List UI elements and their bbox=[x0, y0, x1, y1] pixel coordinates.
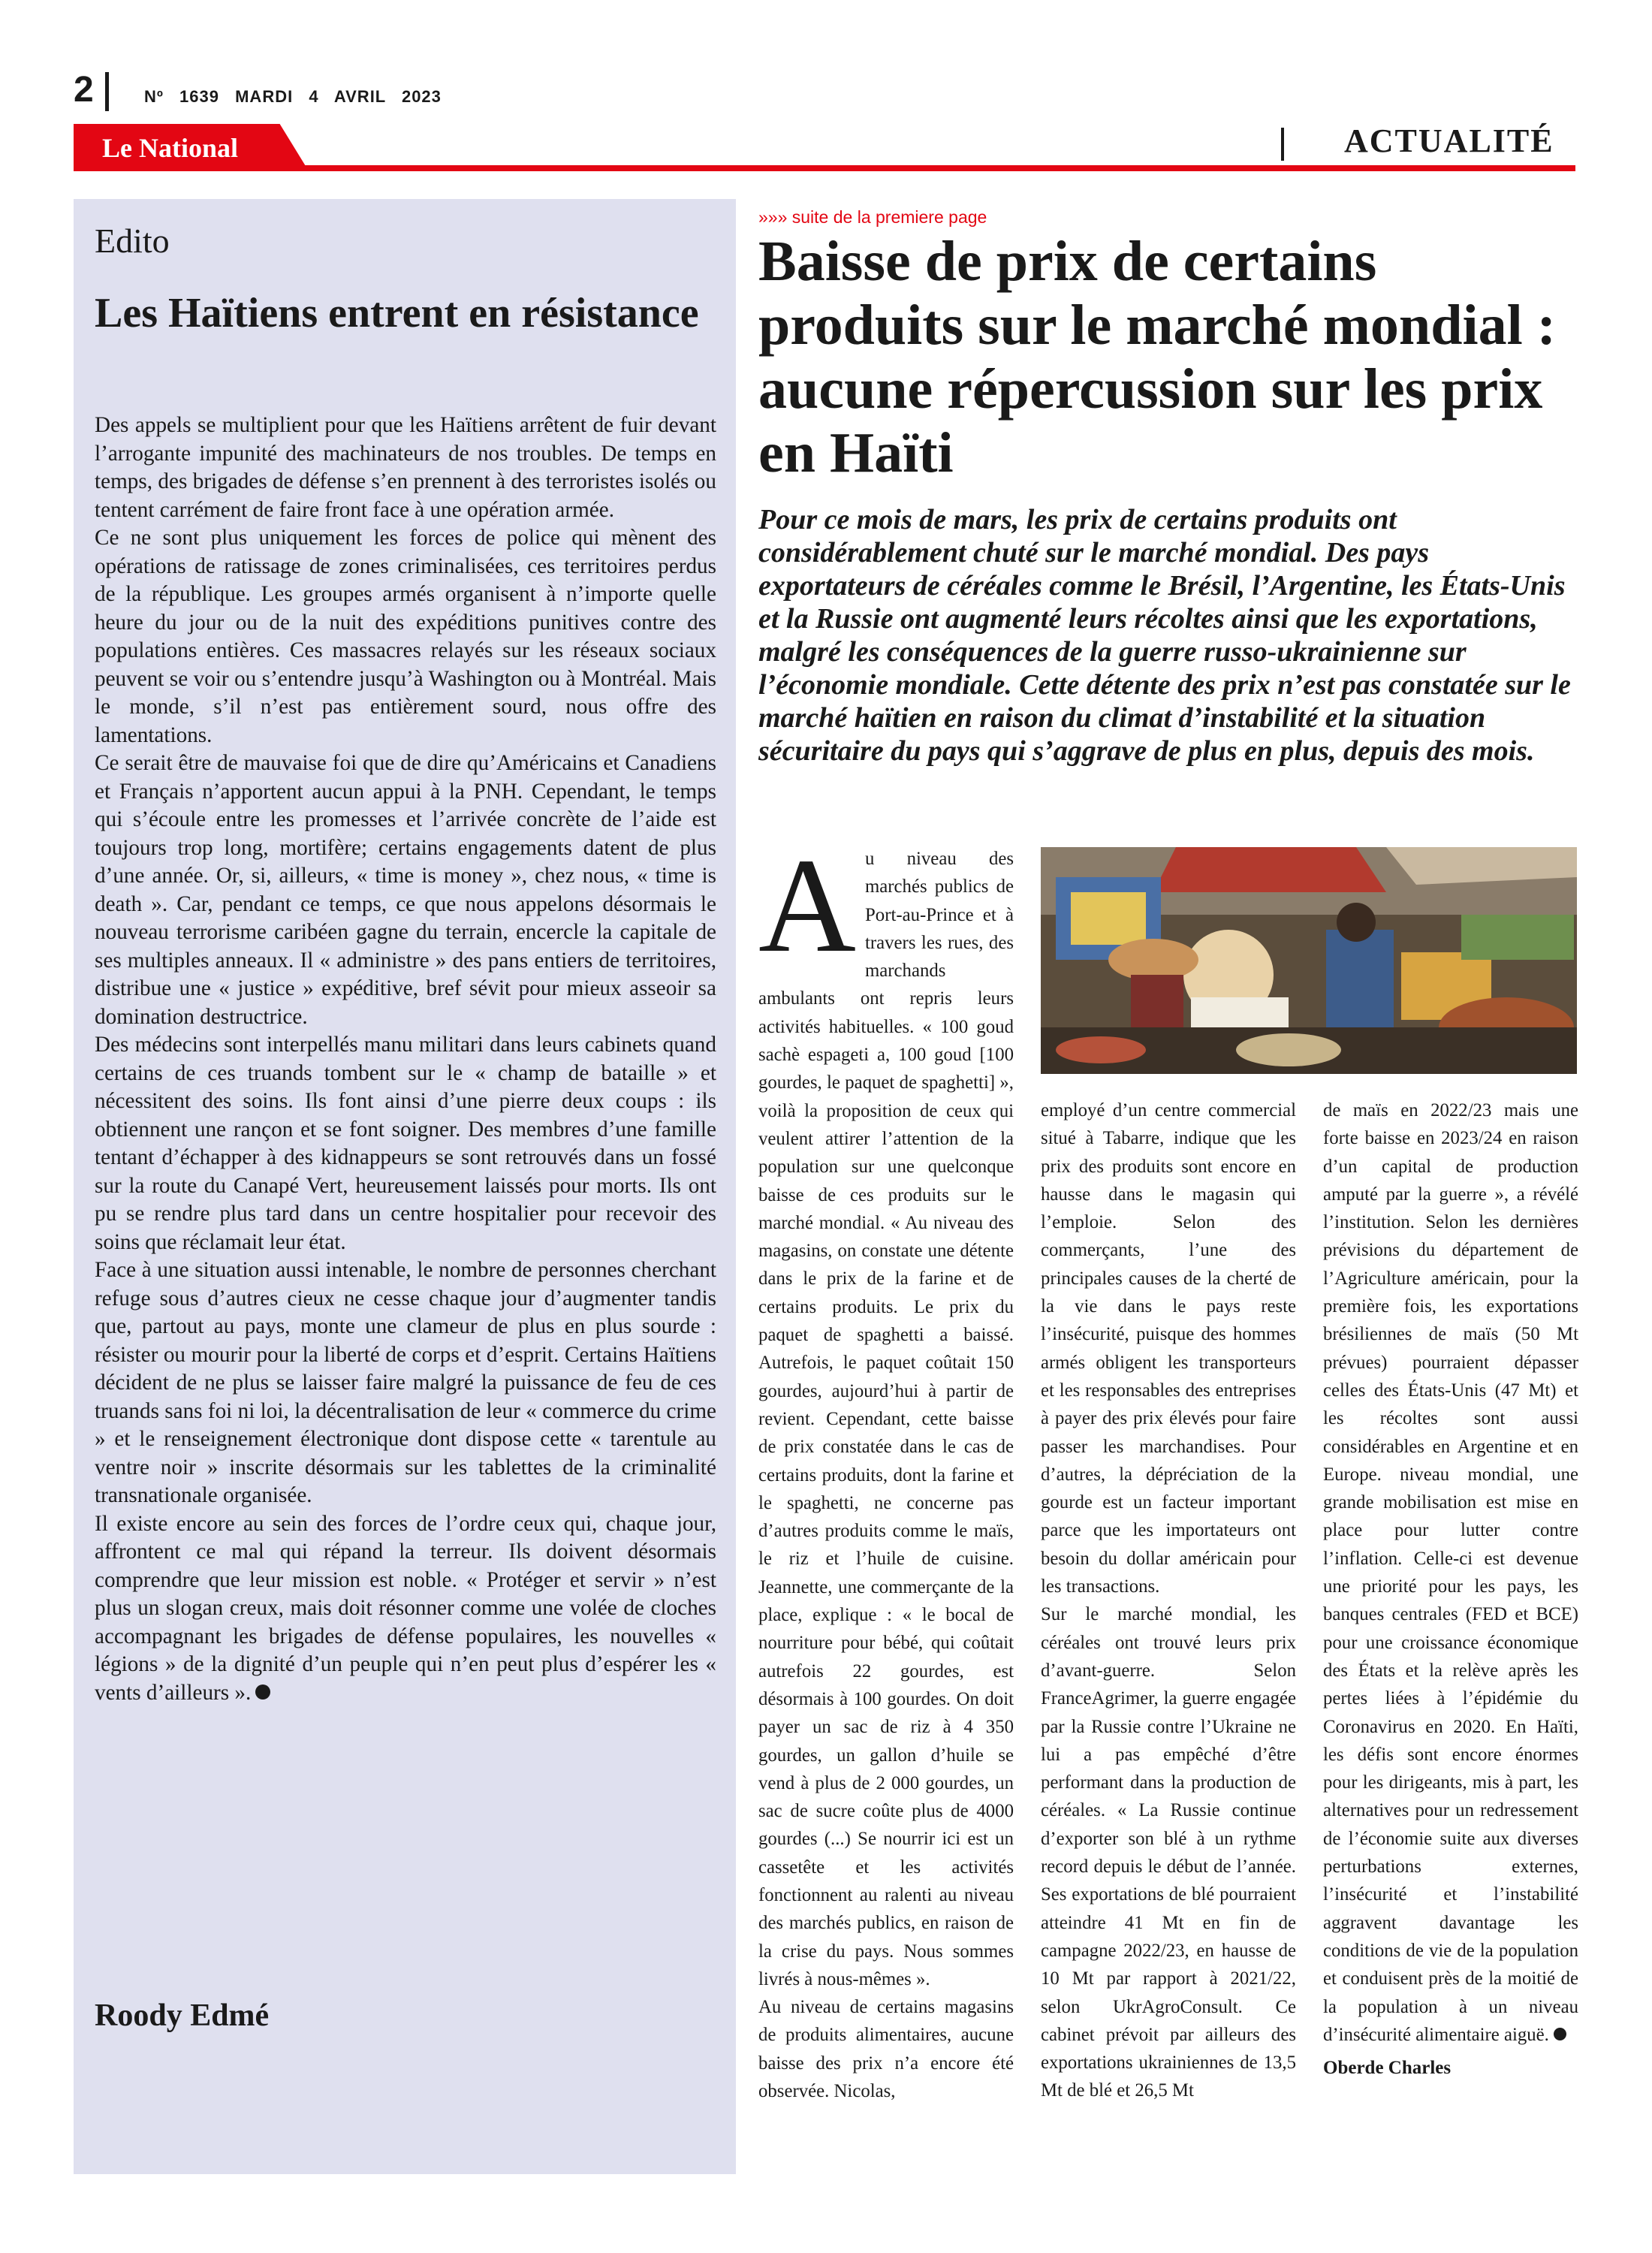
edito-paragraph-text: Il existe encore au sein des forces de l’ordre ceux qui, chaque jour, affrontent ce mal qui répand la terreur. Ils doivent désormais comprendre que leur mission est noble. « Protéger et servir » n’est plus un slogan creux, mais doit résonner comme une volée de cloches accompagnant les brigades de défense populaires, les nouvelles « légions » de la dignité d’un peuple qui n’en peut plus d’espérer les « vents d’ailleurs ». bbox=[95, 1511, 716, 1705]
issue-line bbox=[144, 87, 442, 107]
issue-date: 4 AVRIL 2023 bbox=[309, 87, 442, 106]
edito-paragraph: Des appels se multiplient pour que les Haïtiens arrêtent de fuir devant l’arrogante impunité des machinateurs de nos troubles. De temps en temps, des brigades de défense s’en prennent à des terroristes isolés ou tentent carrément de faire front face à une opération armée. bbox=[95, 413, 716, 522]
article-paragraph: Sur le marché mondial, les céréales ont trouvé leurs prix d’avant-guerre. Selon FranceAgrimer, la guerre engagée par la Russie contre l’Ukraine ne lui a pas empêché d’être performant dans la production de céréales. « La Russie continue d’exporter son blé à un rythme record depuis le début de l’année. Ses exportations de blé pourraient atteindre 41 Mt en fin de campagne 2022/23, en hausse de 10 Mt par rapport à 2021/22, selon UkrAgroConsult. Ce cabinet prévoit par ailleurs des exportations ukrainiennes de 13,5 Mt de blé et 26,5 Mt bbox=[1041, 1604, 1296, 2101]
edito-kicker: Edito bbox=[95, 222, 170, 260]
article-author: Oberde Charles bbox=[1323, 2058, 1452, 2079]
drop-cap: A bbox=[758, 831, 856, 980]
brand-logo: Le National bbox=[102, 133, 239, 163]
article-column-2 bbox=[1041, 1096, 1296, 2105]
article-paragraph: u niveau des marchés publics de Port-au-Prince et à travers les rues, des marchands ambulants ont repris leurs activités habituelles. « 100 goud sachè espageti a, 100 goud [100 gourdes, le paquet de spaghetti] », voilà la proposition de ceux qui veulent attirer l’attention de la population sur une quelconque baisse de ces produits sur le marché mondial. « Au niveau des magasins, on constate une détente dans le prix de la farine et de certains produits. Le prix du paquet de spaghetti a baissé. Autrefois, le paquet coûtait 150 gourdes, aujourd’hui à partir de revient. Cependant, cette baisse de prix constatée dans le cas de certains produits, dont la farine et le spaghetti, ne concerne pas d’autres produits comme le maïs, le riz et l’huile de cuisine. Jeannette, une commerçante de la place, explique : « le bocal de nourriture pour bébé, qui coûtait autrefois 22 gourdes, est désormais à 100 gourdes. On doit payer un sac de riz à 4 350 gourdes, un gallon d’huile se vend à plus de 2 000 gourdes, un sac de sucre coûte plus de 4000 gourdes (...) Se nourrir ici est un cassetête et les activités fonctionnent au ralenti au niveau des marchés publics, en raison de la crise du pays. Nous sommes livrés à nous-mêmes ». bbox=[758, 849, 1014, 1989]
edito-paragraph: Face à une situation aussi intenable, le nombre de personnes cherchant refuge sous d’autres cieux ne cesse chaque jour d’augmenter tandis que, partout au pays, monte une clameur de plus en plus sourde : résister ou mourir pour la liberté de corps et d’esprit. Certains Haïtiens décident de ne plus se laisser faire malgré la puissance de feu de ces truands sans foi ni loi, la décentralisation de leur « commerce du crime » et le renseignement électronique dont dispose cette « tarentule au ventre noir » inscrite désormais sur les tablettes de la criminalité transnationale organisée. bbox=[95, 1258, 716, 1507]
market-photo bbox=[1041, 847, 1577, 1074]
end-mark-icon bbox=[1554, 2028, 1566, 2040]
edito-paragraph-last bbox=[95, 1510, 716, 1708]
article-paragraph: employé d’un centre commercial situé à Tabarre, indique que les prix des produits sont encore en hausse dans le magasin qui l’emploie. Selon des commerçants, l’une des principales causes de la cherté de la vie dans le pays reste l’insécurité, puisque des hommes armés obligent les transporteurs et les responsables des entreprises à payer des prix élevés pour faire passer les marchandises. Pour d’autres, la dépréciation de la gourde est un facteur important parce que les importateurs ont besoin du dollar américain pour les transactions. bbox=[1041, 1100, 1296, 1597]
end-mark-icon bbox=[255, 1684, 270, 1700]
issue-weekday: MARDI bbox=[235, 87, 294, 106]
edito-author: Roody Edmé bbox=[95, 1998, 270, 2033]
edito-paragraph: Ce ne sont plus uniquement les forces de police qui mènent des opérations de ratissage de zones criminalisées, ces territoires perdus de la république. Les groupes armés organisent à n’importe quelle heure du jour ou de la nuit des expéditions punitives contre des populations entières. Ces massacres relayés sur les réseaux sociaux peuvent se voir ou s’entendre jusqu’à Washington ou à Montréal. Mais le monde, s’il n’est pas entièrement sourd, nous offre des lamentations. bbox=[95, 526, 716, 747]
section-label: ACTUALITÉ bbox=[1344, 122, 1554, 159]
edito-paragraph: Des médecins sont interpellés manu militari dans leurs cabinets quand certains de ces truands tombent sur le « champ de bataille » et nécessitent des soins. Ils font ainsi d’une pierre deux coups : ils obtiennent une rançon et se font soigner. Des membres d’une famille tentant d’échapper à des kidnappeurs se sont retrouvés dans un fossé sur la route du Canapé Vert, heureusement laissés pour morts. Ils ont pu se rendre plus tard dans un centre hospitalier pour recevoir des soins que réclamait leur état. bbox=[95, 1033, 716, 1254]
edito-paragraph: Ce serait être de mauvaise foi que de dire qu’Américains et Canadiens et Français n’apportent aucun appui à la PNH. Cependant, le temps qui s’écoule entre les promesses et l’arrivée concrète de l’aide est toujours trop long, mortifère; certains engagements datent de plus d’une année. Or, si, ailleurs, « time is money », chez nous, « time is death ». Car, pendant ce temps, ce que nous appelons désormais le nouveau terrorisme caribéen gagne du terrain, encercle la capitale de ses multiples anneaux. Il « administre » des pans entiers de territoires, distribue une « justice » expéditive, bref sévit pour mieux asseoir sa domination destructrice. bbox=[95, 751, 716, 1029]
article-column-1 bbox=[758, 831, 1014, 2105]
article-paragraph-text: de maïs en 2022/23 mais une forte baisse en 2023/24 en raison d’un capital de production amputé par la guerre », a révélé l’institution. Selon les dernières prévisions du département de l’Agriculture américain, pour la première fois, les exportations brésiliennes de maïs (50 Mt prévues) pourraient dépasser celles des États-Unis (47 Mt) et les récoltes sont aussi considérables en Argentine et en Europe. niveau mondial, une grande mobilisation est mise en place pour lutter contre l’inflation. Celle-ci est devenue une priorité pour les pays, les banques centrales (FED et BCE) pour une croissance économique des États et la relève après les pertes liées à l’épidémie du Coronavirus en 2020. En Haïti, les défis sont encore énormes pour les dirigeants, mis à part, les alternatives pour un redressement de l’économie suite aux diverses perturbations externes, l’insécurité et l’instabilité aggravent davantage les conditions de vie de la population et conduisent près de la moitié de la population à un niveau d’insécurité alimentaire aiguë. bbox=[1323, 1100, 1578, 2045]
section-divider bbox=[1281, 128, 1284, 161]
continued-from-front-link[interactable]: »»» suite de la premiere page bbox=[758, 207, 987, 227]
article-headline: Baisse de prix de certains produits sur le marché mondial : aucune répercussion sur les prix en Haïti bbox=[758, 230, 1556, 484]
edito-body bbox=[95, 412, 716, 1707]
edito-title: Les Haïtiens entrent en résistance bbox=[95, 290, 699, 336]
page-number: 2 bbox=[74, 70, 94, 110]
market-photo-image bbox=[1041, 847, 1577, 1074]
article-column-3 bbox=[1323, 1096, 1578, 2079]
page-number-divider bbox=[105, 72, 109, 111]
article-paragraph-last bbox=[1323, 1096, 1578, 2049]
article-lede: Pour ce mois de mars, les prix de certains produits ont considérablement chuté sur le marché mondial. Des pays exportateurs de céréales comme le Brésil, l’Argentine, les États-Unis et la Russie ont augmenté leurs récoltes ainsi que les exportations, malgré les conséquences de la guerre russo-ukrainienne sur l’économie mondiale. Cette détente des prix n’est pas constatée sur le marché haïtien en raison du climat d’instabilité et la situation sécuritaire du pays qui s’aggrave de plus en plus, depuis des mois. bbox=[758, 504, 1571, 767]
issue-number: Nº 1639 bbox=[144, 87, 219, 106]
article-paragraph: Au niveau de certains magasins de produits alimentaires, aucune baisse des prix n’a encore été observée. Nicolas, bbox=[758, 1997, 1014, 2102]
